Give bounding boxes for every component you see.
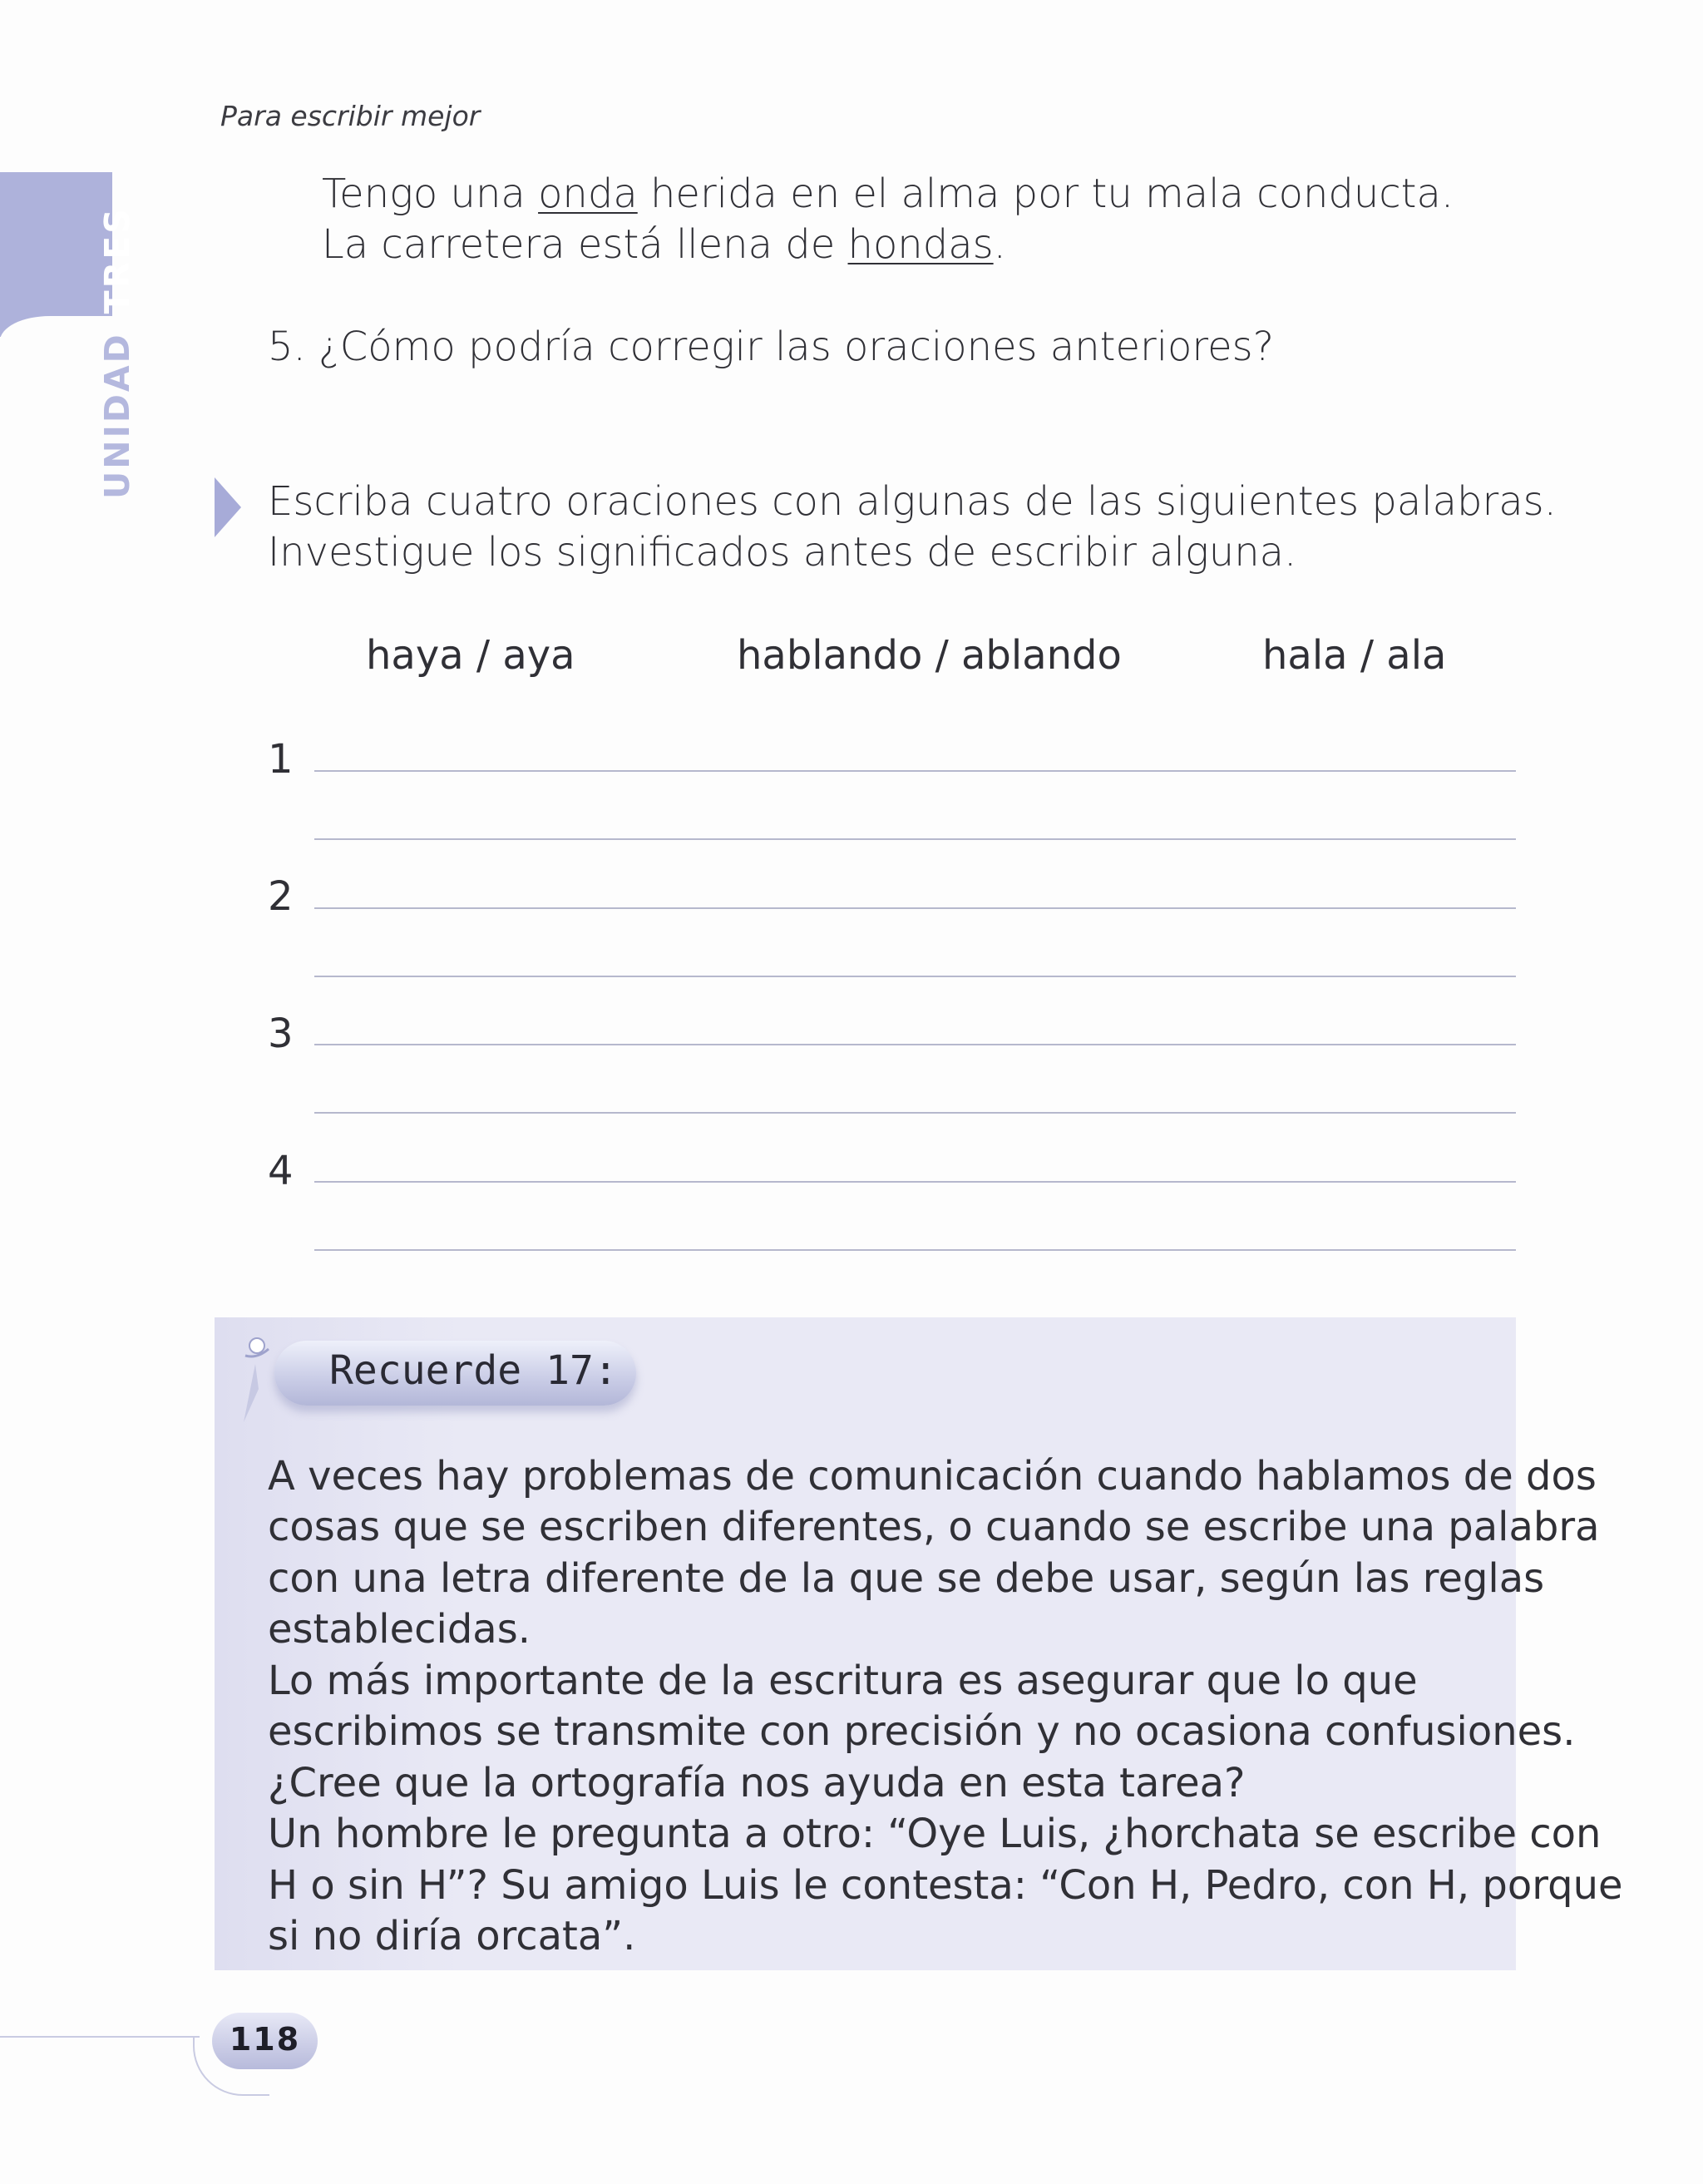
reminder-title: Recuerde 17:: [329, 1347, 618, 1394]
unit-side-tab: [0, 172, 112, 337]
page-number: 118: [229, 2021, 301, 2058]
exercise-instruction-2: Investigue los significados antes de escribir alguna.: [268, 529, 1297, 576]
line-number-2: 2: [268, 873, 294, 920]
reminder-line-4: establecidas.: [268, 1606, 531, 1653]
reminder-line-5: Lo más importante de la escritura es asegurar que lo que: [268, 1658, 1418, 1704]
example-1-before: Tengo una: [322, 170, 539, 217]
example-1-after: herida en el alma por tu mala conducta.: [637, 170, 1454, 217]
example-1-underlined: onda: [538, 170, 638, 217]
unit-number: TRES: [97, 206, 137, 314]
reminder-line-3: con una letra diferente de la que se debe usar, según las reglas: [268, 1555, 1545, 1602]
writing-line[interactable]: [314, 770, 1516, 772]
footer-rule: [0, 2036, 200, 2038]
writing-line[interactable]: [314, 976, 1516, 977]
example-2-underlined: hondas: [847, 221, 994, 268]
example-sentence-2: [322, 221, 1006, 268]
reminder-line-9: H o sin H”? Su amigo Luis le contesta: “Con H, Pedro, con H, porque: [268, 1862, 1623, 1909]
writing-line[interactable]: [314, 1044, 1516, 1045]
reminder-line-10: si no diría orcata”.: [268, 1913, 636, 1959]
reminder-line-6: escribimos se transmite con precisión y no ocasiona confusiones.: [268, 1708, 1576, 1755]
word-pair-2: hablando / ablando: [737, 632, 1122, 679]
writing-line[interactable]: [314, 838, 1516, 840]
writing-line[interactable]: [314, 1249, 1516, 1251]
example-2-after: .: [993, 221, 1006, 268]
exercise-instruction-1: Escriba cuatro oraciones con algunas de las siguientes palabras.: [268, 478, 1557, 525]
line-number-1: 1: [268, 736, 294, 783]
line-number-3: 3: [268, 1010, 294, 1057]
writing-line[interactable]: [314, 1181, 1516, 1183]
example-2-before: La carretera está llena de: [322, 221, 848, 268]
running-header: Para escribir mejor: [220, 100, 481, 132]
reminder-line-8: Un hombre le pregunta a otro: “Oye Luis, ¿horchata se escribe con: [268, 1811, 1602, 1857]
writing-line[interactable]: [314, 907, 1516, 909]
question-5: 5. ¿Cómo podría corregir las oraciones anteriores?: [268, 324, 1275, 370]
line-number-4: 4: [268, 1148, 294, 1194]
exercise-arrow-icon: [215, 477, 241, 537]
example-sentence-1: [322, 170, 1454, 217]
unit-label: [97, 206, 137, 499]
reminder-line-7: ¿Cree que la ortografía nos ayuda en esta tarea?: [268, 1760, 1246, 1806]
reminder-line-1: A veces hay problemas de comunicación cuando hablamos de dos: [268, 1453, 1597, 1500]
word-pair-3: hala / ala: [1262, 632, 1447, 679]
unit-word: UNIDAD: [97, 332, 137, 499]
pushpin-icon: [239, 1331, 280, 1426]
reminder-line-2: cosas que se escriben diferentes, o cuando se escribe una palabra: [268, 1504, 1600, 1550]
writing-line[interactable]: [314, 1112, 1516, 1114]
word-pair-1: haya / aya: [366, 632, 575, 679]
